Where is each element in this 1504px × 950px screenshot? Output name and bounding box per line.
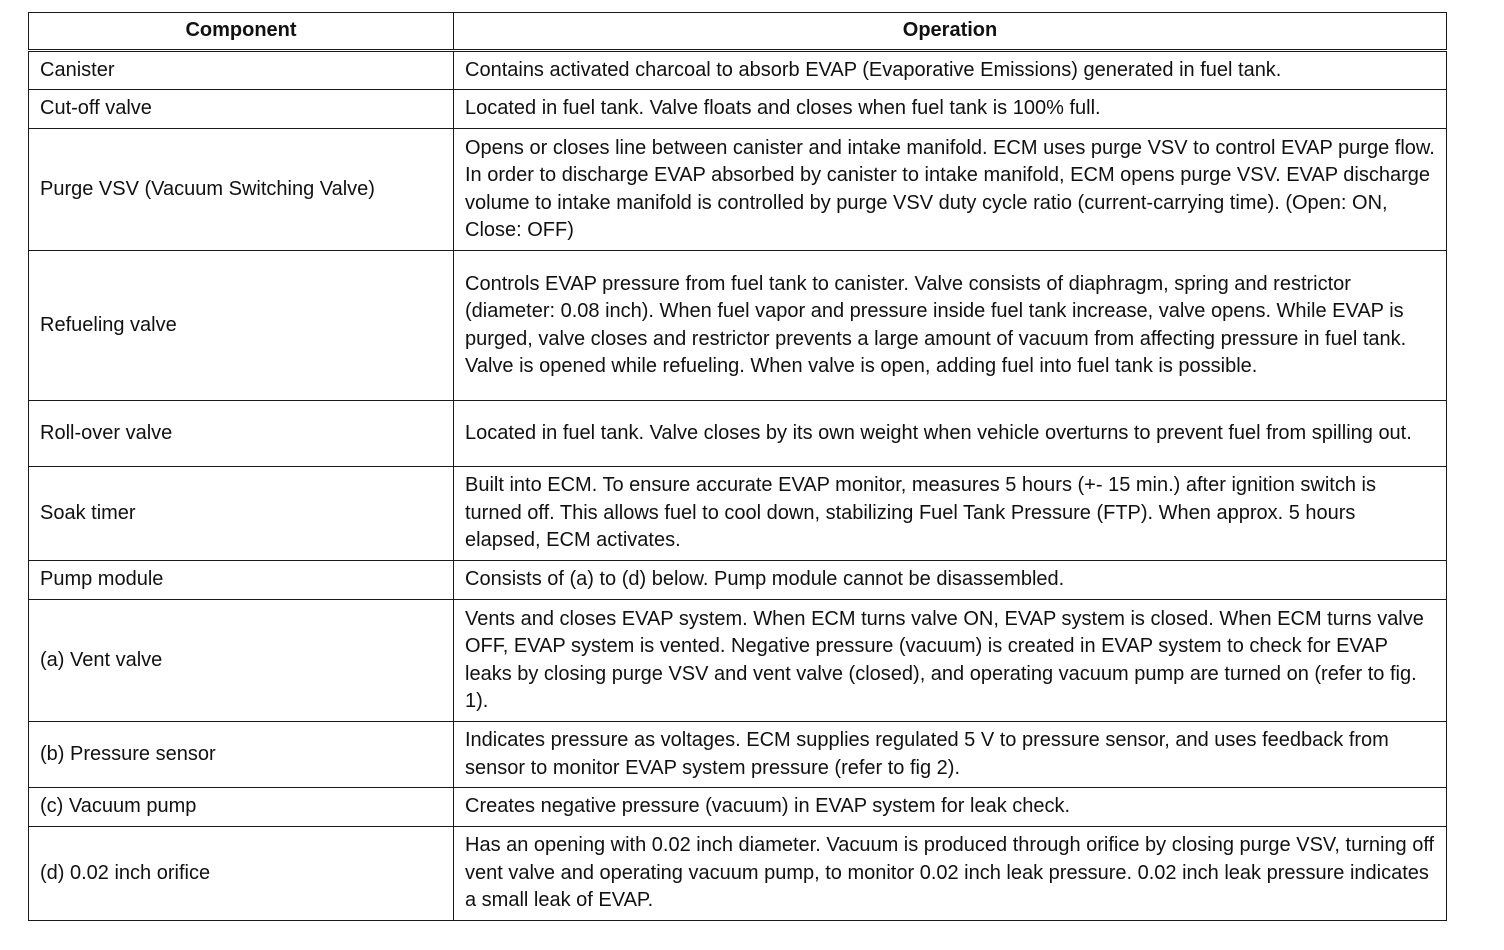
table-row bbox=[29, 90, 1447, 129]
component-cell: Pump module bbox=[29, 561, 454, 600]
operation-cell: Opens or closes line between canister and intake manifold. ECM uses purge VSV to control EVAP purge flow. In order to discharge EVAP absorbed by canister to intake manifold, ECM opens purge VSV. EVAP discharge volume to intake manifold is controlled by purge VSV duty cycle ratio (current-carrying time). (Open: ON, Close: OFF) bbox=[454, 129, 1447, 251]
component-cell: (d) 0.02 inch orifice bbox=[29, 827, 454, 921]
table-row bbox=[29, 129, 1447, 251]
table-row bbox=[29, 467, 1447, 561]
component-cell: Cut-off valve bbox=[29, 90, 454, 129]
header-component: Component bbox=[29, 13, 454, 51]
component-cell: (c) Vacuum pump bbox=[29, 788, 454, 827]
table-row bbox=[29, 51, 1447, 90]
operation-cell: Built into ECM. To ensure accurate EVAP monitor, measures 5 hours (+- 15 min.) after ignition switch is turned off. This allows fuel to cool down, stabilizing Fuel Tank Pressure (FTP). When approx. 5 hours elapsed, ECM activates. bbox=[454, 467, 1447, 561]
evap-component-table bbox=[28, 12, 1447, 921]
component-cell: (a) Vent valve bbox=[29, 600, 454, 722]
component-cell: Purge VSV (Vacuum Switching Valve) bbox=[29, 129, 454, 251]
table-row bbox=[29, 600, 1447, 722]
component-cell: Canister bbox=[29, 51, 454, 90]
table-row bbox=[29, 788, 1447, 827]
table-row bbox=[29, 722, 1447, 788]
operation-cell: Located in fuel tank. Valve closes by its own weight when vehicle overturns to prevent fuel from spilling out. bbox=[454, 401, 1447, 467]
operation-cell: Consists of (a) to (d) below. Pump module cannot be disassembled. bbox=[454, 561, 1447, 600]
operation-cell: Vents and closes EVAP system. When ECM turns valve ON, EVAP system is closed. When ECM turns valve OFF, EVAP system is vented. Negative pressure (vacuum) is created in EVAP system to check for EVAP leaks by closing purge VSV and vent valve (closed), and operating vacuum pump are turned on (refer to fig. 1). bbox=[454, 600, 1447, 722]
header-row bbox=[29, 13, 1447, 51]
component-cell: Roll-over valve bbox=[29, 401, 454, 467]
table-row bbox=[29, 251, 1447, 401]
table-row bbox=[29, 401, 1447, 467]
header-operation: Operation bbox=[454, 13, 1447, 51]
component-cell: Refueling valve bbox=[29, 251, 454, 401]
operation-cell: Has an opening with 0.02 inch diameter. Vacuum is produced through orifice by closing purge VSV, turning off vent valve and operating vacuum pump, to monitor 0.02 inch leak pressure. 0.02 inch leak pressure indicates a small leak of EVAP. bbox=[454, 827, 1447, 921]
operation-cell: Creates negative pressure (vacuum) in EVAP system for leak check. bbox=[454, 788, 1447, 827]
operation-cell: Controls EVAP pressure from fuel tank to canister. Valve consists of diaphragm, spring and restrictor (diameter: 0.08 inch). When fuel vapor and pressure inside fuel tank increase, valve opens. While EVAP is purged, valve closes and restrictor prevents a large amount of vacuum from affecting pressure in fuel tank. Valve is opened while refueling. When valve is open, adding fuel into fuel tank is possible. bbox=[454, 251, 1447, 401]
operation-cell: Contains activated charcoal to absorb EVAP (Evaporative Emissions) generated in fuel tank. bbox=[454, 51, 1447, 90]
component-cell: Soak timer bbox=[29, 467, 454, 561]
operation-cell: Located in fuel tank. Valve floats and closes when fuel tank is 100% full. bbox=[454, 90, 1447, 129]
table-row bbox=[29, 561, 1447, 600]
table-row bbox=[29, 827, 1447, 921]
component-cell: (b) Pressure sensor bbox=[29, 722, 454, 788]
operation-cell: Indicates pressure as voltages. ECM supplies regulated 5 V to pressure sensor, and uses feedback from sensor to monitor EVAP system pressure (refer to fig 2). bbox=[454, 722, 1447, 788]
